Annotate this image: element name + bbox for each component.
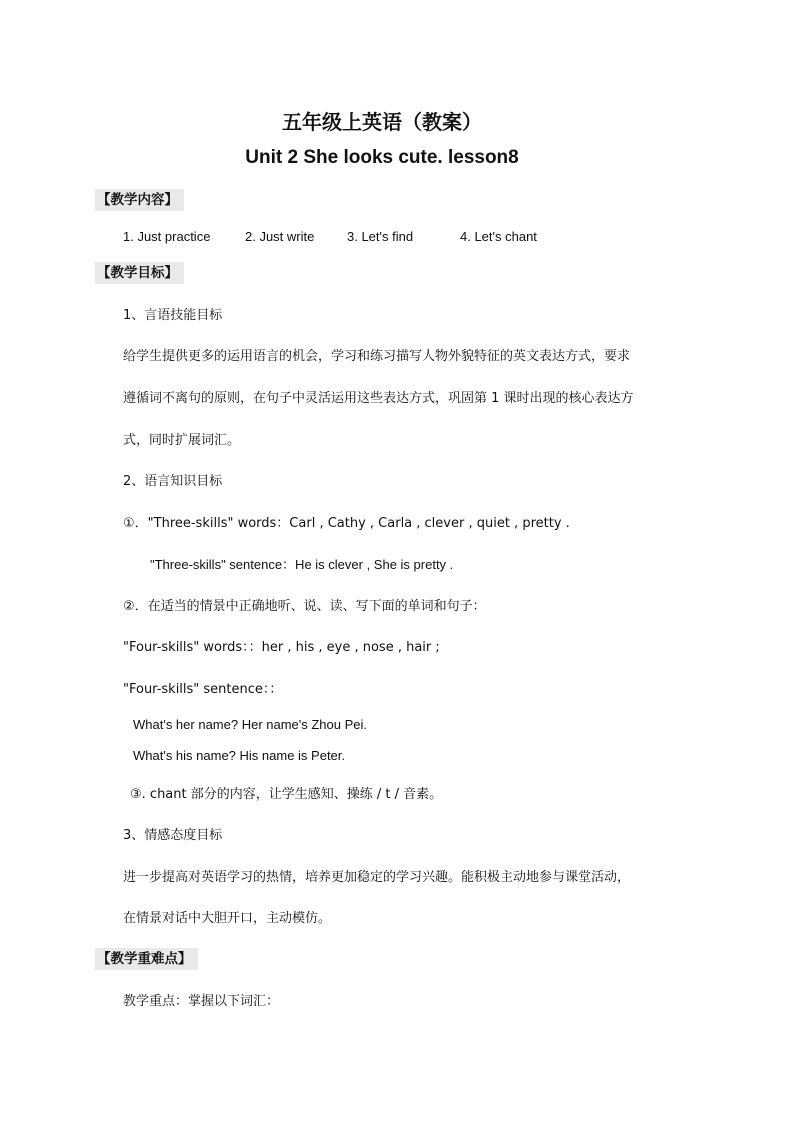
content-item: 2. Just write bbox=[245, 229, 315, 244]
key-points-line: 教学重点：掌握以下词汇： bbox=[123, 994, 280, 1009]
four-skills-intro: ②．在适当的情景中正确地听、说、读、写下面的单词和句子： bbox=[123, 599, 486, 614]
section-heading-content: 【教学内容】 bbox=[95, 189, 184, 211]
knowledge-goal-title: 2、语言知识目标 bbox=[123, 474, 223, 489]
page-title: 五年级上英语（教案） bbox=[282, 110, 482, 134]
four-skills-sentence: "Four-skills" sentence：： bbox=[123, 682, 283, 697]
three-skills-sentence: "Three-skills" sentence：He is clever , She is pretty . bbox=[150, 557, 454, 572]
three-skills-words: ①．"Three-skills" words：Carl , Cathy , Carla , clever , quiet , pretty . bbox=[123, 516, 570, 531]
page-subtitle: Unit 2 She looks cute. lesson8 bbox=[245, 147, 519, 168]
skill-goal-title: 1、言语技能目标 bbox=[123, 308, 223, 323]
content-item: 4. Let's chant bbox=[460, 229, 537, 244]
content-item: 3. Let's find bbox=[347, 229, 414, 244]
example-sentence: What's his name? His name is Peter. bbox=[133, 748, 346, 763]
paragraph-line: 式，同时扩展词汇。 bbox=[123, 433, 241, 448]
paragraph-line: 给学生提供更多的运用语言的机会，学习和练习描写人物外貌特征的英文表达方式，要求 bbox=[123, 349, 631, 364]
section-heading-goals: 【教学目标】 bbox=[95, 262, 184, 284]
section-heading-key-points: 【教学重难点】 bbox=[95, 948, 198, 970]
paragraph-line: 进一步提高对英语学习的热情，培养更加稳定的学习兴趣。能积极主动地参与课堂活动， bbox=[123, 870, 631, 885]
content-list bbox=[123, 228, 623, 246]
four-skills-words: "Four-skills" words：：her , his , eye , nose , hair ; bbox=[123, 640, 440, 655]
affect-goal-title: 3、情感态度目标 bbox=[123, 828, 223, 843]
paragraph-line: 遵循词不离句的原则，在句子中灵活运用这些表达方式，巩固第 1 课时出现的核心表达方 bbox=[123, 391, 634, 406]
example-sentence: What's her name? Her name's Zhou Pei. bbox=[133, 717, 368, 732]
paragraph-line: 在情景对话中大胆开口，主动模仿。 bbox=[123, 911, 332, 926]
content-item: 1. Just practice bbox=[123, 229, 211, 244]
chant-goal: ③. chant 部分的内容，让学生感知、操练 / t / 音素。 bbox=[130, 787, 443, 802]
